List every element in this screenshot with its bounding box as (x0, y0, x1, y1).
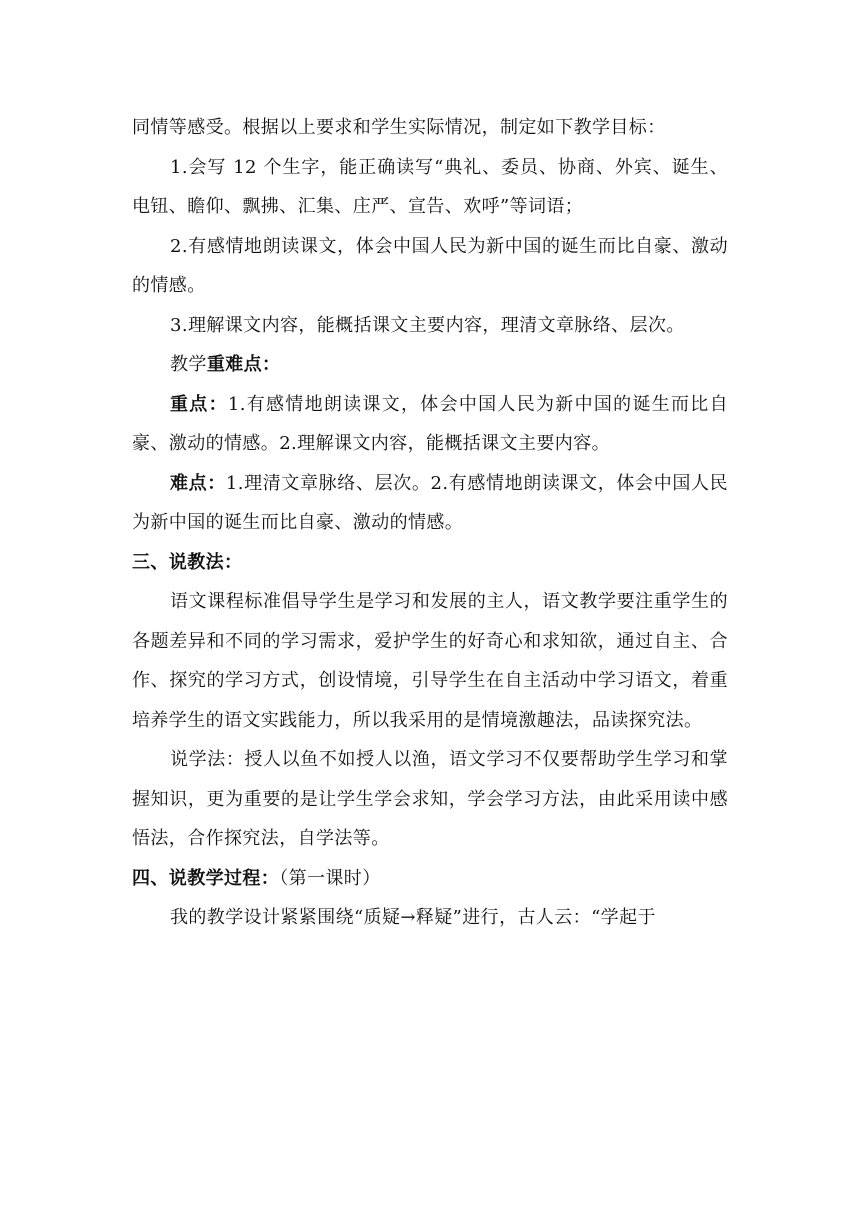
section-4-heading (132, 859, 728, 899)
goal-2-paragraph: 2.有感情地朗读课文，体会中国人民为新中国的诞生而比自豪、激动的情感。 (132, 235, 728, 296)
teaching-method-paragraph: 语文课程标准倡导学生是学习和发展的主人，语文教学要注重学生的各题差异和不同的学习需求，爱护学生的好奇心和求知欲，通过自主、合作、探究的学习方式，创设情境，引导学生在自主活动中学习语文，着重培养学生的语文实践能力，所以我采用的是情境激趣法，品读探究法。 (132, 591, 728, 731)
key-point-text: 1.有感情地朗读课文，体会中国人民为新中国的诞生而比自豪、激动的情感。2.理解课文内容，能概括课文主要内容。 (132, 393, 728, 454)
document-body (132, 108, 728, 938)
hard-point-text: 1.理清文章脉络、层次。2.有感情地朗读课文，体会中国人民为新中国的诞生而比自豪、激动的情感。 (132, 472, 729, 533)
section-4-heading-bold: 四、说教学过程： (132, 867, 280, 889)
learning-method-paragraph: 说学法：授人以鱼不如授人以渔，语文学习不仅要帮助学生学习和掌握知识，更为重要的是让学生学会求知，学会学习方法，由此采用读中感悟法，合作探究法，自学法等。 (132, 749, 728, 849)
difficulty-heading-bold: 重难点： (206, 354, 281, 375)
goal-1-paragraph: 1.会写 12 个生字，能正确读写“典礼、委员、协商、外宾、诞生、电钮、瞻仰、飘拂、汇集、庄严、宣告、欢呼”等词语； (132, 156, 728, 217)
intro-paragraph: 同情等感受。根据以上要求和学生实际情况，制定如下教学目标： (132, 117, 666, 138)
difficulty-heading-prefix: 教学 (170, 354, 207, 375)
process-intro-paragraph: 我的教学设计紧紧围绕“质疑→释疑”进行，古人云：“学起于 (170, 907, 656, 928)
section-4-heading-note: （第一课时） (279, 867, 381, 889)
key-point-label: 重点： (170, 393, 228, 415)
hard-point-label: 难点： (170, 472, 226, 494)
key-point-paragraph (132, 385, 728, 464)
goal-3-paragraph: 3.理解课文内容，能概括课文主要内容，理清文章脉络、层次。 (170, 314, 685, 336)
hard-point-paragraph (132, 464, 728, 543)
difficulty-heading (132, 345, 728, 385)
section-3-heading: 三、说教法： (132, 551, 243, 573)
